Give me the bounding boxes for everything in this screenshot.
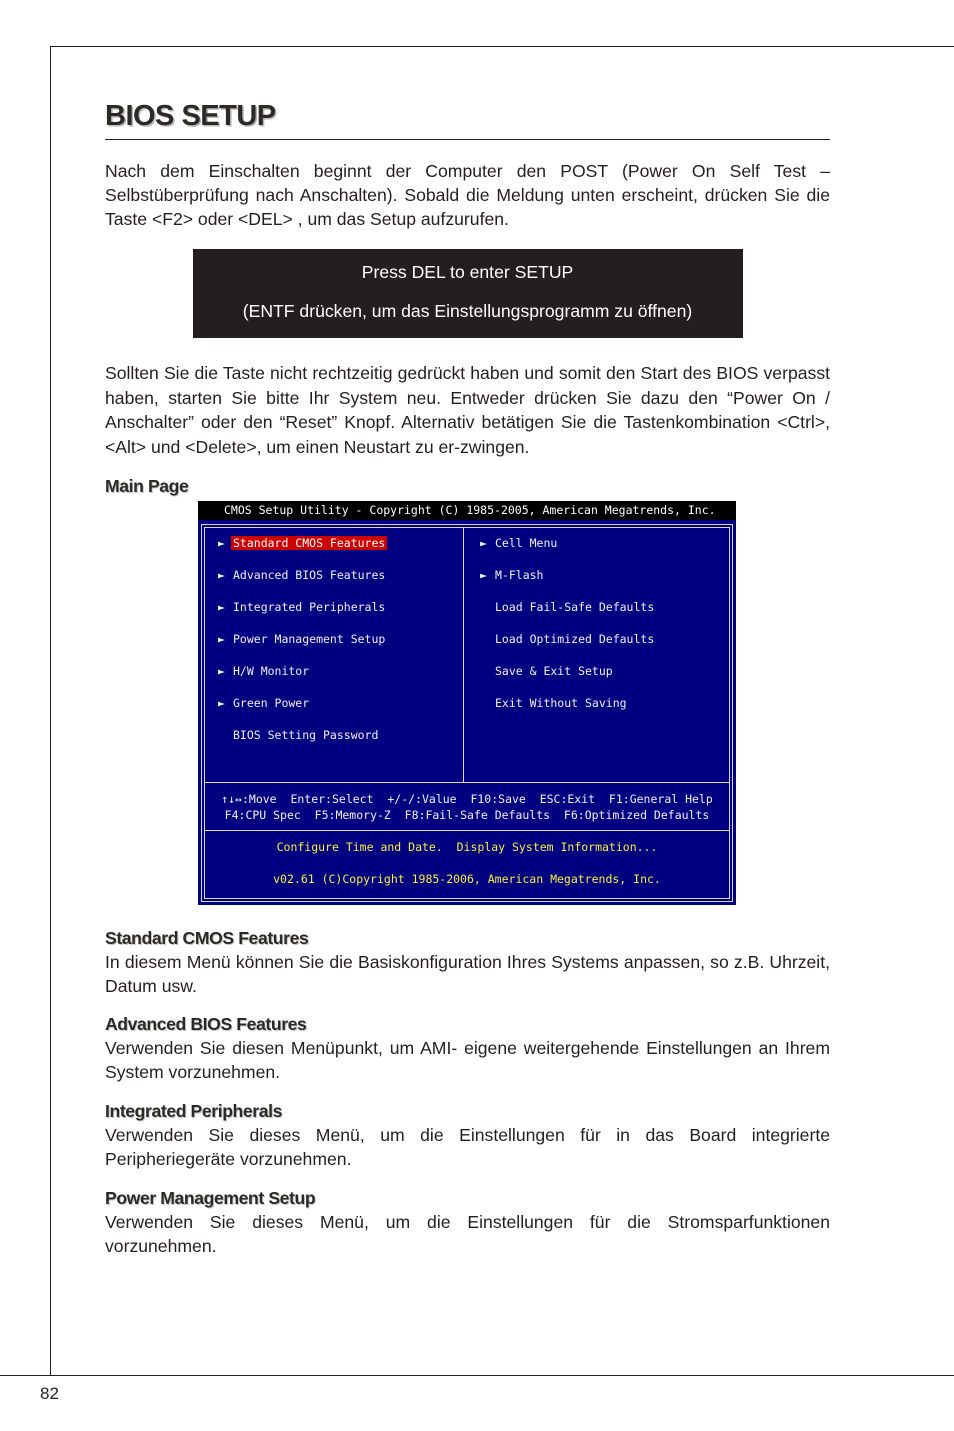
section-heading-standard-cmos: Standard CMOS Features: [105, 928, 309, 948]
page-number: 82: [40, 1384, 59, 1403]
arrow-right-icon: ►: [218, 632, 225, 646]
page-title: BIOS SETUP: [105, 100, 276, 132]
bios-menu-label: Standard CMOS Features: [233, 536, 386, 550]
page-frame-bottom-rule: [0, 1375, 954, 1376]
section-heading-integrated-peripherals: Integrated Peripherals: [105, 1101, 282, 1121]
intro-paragraph: Nach dem Einschalten beginnt der Computer den POST (Power On Self Test – Selbstüberprüfung nach Anschalten). Sobald die Meldung unten erscheint, drücken Sie die Taste <F2> oder <DEL> , um das Setup aufzurufen.: [105, 161, 830, 229]
bios-menu-label: Integrated Peripherals: [233, 600, 386, 614]
page-content: [105, 96, 830, 1258]
bios-menu-label: Exit Without Saving: [495, 696, 627, 710]
bios-column-divider: [463, 527, 464, 783]
bios-menu-label: Cell Menu: [495, 536, 558, 550]
arrow-right-icon: ►: [218, 664, 225, 678]
bios-menu-label: H/W Monitor: [233, 664, 310, 678]
section-text-power-management: Verwenden Sie dieses Menü, um die Einstellungen für die Stromsparfunktionen vorzunehmen.: [105, 1212, 830, 1256]
bios-menu-label: Power Management Setup: [233, 632, 386, 646]
bios-key-help-line-1: ↑↓↔:Move Enter:Select +/-/:Value F10:Save ESC:Exit F1:General Help: [221, 792, 713, 806]
bios-menu-item-exit-without-saving[interactable]: [480, 695, 629, 711]
bios-menu-label: BIOS Setting Password: [233, 728, 379, 742]
bios-status-copyright: v02.61 (C)Copyright 1985-2006, American Megatrends, Inc.: [273, 872, 661, 886]
bios-menu-label: Advanced BIOS Features: [233, 568, 386, 582]
setup-message-line-2: (ENTF drücken, um das Einstellungsprogramm zu öffnen): [242, 301, 693, 321]
bios-menu-item-advanced-bios[interactable]: [218, 567, 387, 583]
arrow-right-icon: ►: [480, 536, 487, 550]
bios-title-bar: CMOS Setup Utility - Copyright (C) 1985-2005, American Megatrends, Inc.: [198, 501, 736, 520]
arrow-right-icon: ►: [218, 536, 225, 550]
bios-menu-item-m-flash[interactable]: [480, 567, 545, 583]
bios-menu-item-hw-monitor[interactable]: [218, 663, 311, 679]
bios-menu-label: M-Flash: [495, 568, 544, 582]
bios-menu-item-power-management[interactable]: [218, 631, 387, 647]
setup-message-box: [193, 249, 743, 338]
bios-status-divider: [204, 830, 730, 831]
bios-menu-label: Load Optimized Defaults: [495, 632, 655, 646]
bios-menu-label: Green Power: [233, 696, 310, 710]
arrow-right-icon: ►: [480, 568, 487, 582]
bios-help-divider: [204, 782, 730, 783]
page-frame-top-rule: [50, 46, 954, 47]
title-rule: [105, 139, 830, 140]
main-page-heading: Main Page: [105, 476, 189, 496]
bios-menu-item-integrated-peripherals[interactable]: [218, 599, 387, 615]
section-text-advanced-bios: Verwenden Sie diesen Menüpunkt, um AMI- eigene weitergehende Einstellungen an Ihrem System vorzunehmen.: [105, 1038, 830, 1082]
bios-menu-label: Save & Exit Setup: [495, 664, 613, 678]
arrow-right-icon: ►: [218, 696, 225, 710]
section-heading-power-management: Power Management Setup: [105, 1188, 316, 1208]
page-frame-left-rule: [50, 46, 51, 1376]
bios-status-description: Configure Time and Date. Display System Information...: [276, 840, 658, 854]
bios-menu-item-green-power[interactable]: [218, 695, 311, 711]
bios-menu-item-bios-password[interactable]: [218, 727, 380, 743]
bios-menu-item-save-exit[interactable]: [480, 663, 615, 679]
section-text-standard-cmos: In diesem Menü können Sie die Basiskonfiguration Ihres Systems anpassen, so z.B. Uhrzeit, Datum usw.: [105, 952, 830, 996]
arrow-right-icon: ►: [218, 568, 225, 582]
bios-menu-item-load-optimized[interactable]: [480, 631, 656, 647]
section-text-integrated-peripherals: Verwenden Sie dieses Menü, um die Einstellungen für in das Board integrierte Peripheriegeräte vorzunehmen.: [105, 1125, 830, 1169]
restart-paragraph: Sollten Sie die Taste nicht rechtzeitig gedrückt haben und somit den Start des BIOS verpasst haben, starten Sie bitte Ihr System neu. Entweder drücken Sie dazu den “Power On / Anschalter” oder den “Reset” Knopf. Alternativ betätigen Sie die Tastenkombination <Ctrl>, <Alt> und <Delete>, um einen Neustart zu er-zwingen.: [105, 363, 830, 457]
bios-key-help-line-2: F4:CPU Spec F5:Memory-Z F8:Fail-Safe Defaults F6:Optimized Defaults: [224, 808, 710, 822]
bios-menu-item-standard-cmos[interactable]: [218, 535, 387, 551]
bios-menu-item-cell-menu[interactable]: [480, 535, 559, 551]
section-heading-advanced-bios: Advanced BIOS Features: [105, 1014, 307, 1034]
arrow-right-icon: ►: [218, 600, 225, 614]
bios-menu-item-load-fail-safe[interactable]: [480, 599, 656, 615]
setup-message-line-1: Press DEL to enter SETUP: [361, 262, 574, 282]
bios-screenshot: [198, 501, 736, 905]
bios-menu-label: Load Fail-Safe Defaults: [495, 600, 655, 614]
